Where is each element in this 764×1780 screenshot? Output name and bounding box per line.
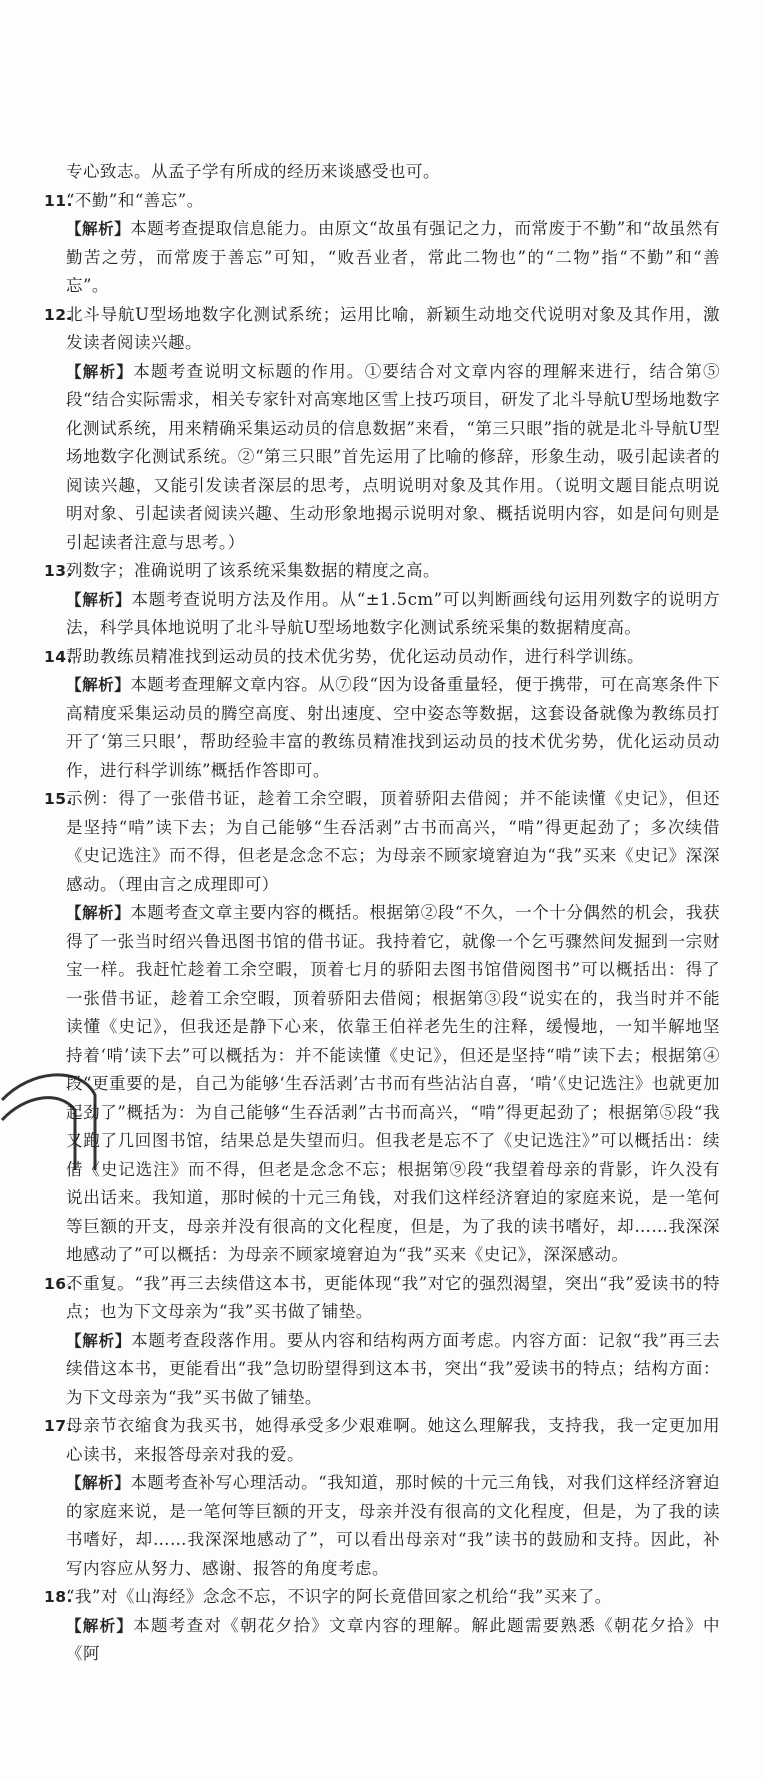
answer-text	[44, 785, 720, 899]
question-number: 18.	[44, 1588, 73, 1606]
answer-item	[44, 1583, 720, 1669]
answer-body: 示例：得了一张借书证，趁着工余空暇，顶着骄阳去借阅；并不能读懂《史记》，但还是坚持“啃”读下去；为自己能够“生吞活剥”古书而高兴，“啃”得更起劲了；多次续借《史记选注》而不得，但老是念念不忘；为母亲不顾家境窘迫为“我”买来《史记》深深感动。（理由言之成理即可）	[66, 789, 720, 894]
answer-item	[44, 785, 720, 1270]
analysis-text	[44, 586, 720, 643]
analysis-text	[44, 1327, 720, 1413]
answer-item	[44, 643, 720, 786]
answer-item	[44, 557, 720, 643]
answer-body: 列数字；准确说明了该系统采集数据的精度之高。	[66, 561, 440, 580]
question-number: 11.	[44, 191, 73, 210]
answer-item	[44, 1270, 720, 1413]
question-number: 14.	[44, 647, 73, 666]
answer-body: 北斗导航U型场地数字化测试系统；运用比喻，新颖生动地交代说明对象及其作用，激发读者阅读兴趣。	[66, 304, 720, 352]
question-number: 13.	[44, 562, 73, 580]
analysis-body: 本题考查理解文章内容。从⑦段“因为设备重量轻，便于携带，可在高寒条件下高精度采集运动员的腾空高度、射出速度、空中姿态等数据，这套设备就像为教练员打开了‘第三只眼’，帮助经验丰富的教练员精准找到运动员的技术优劣势，优化运动员动作，进行科学训练”概括作答即可。	[66, 675, 720, 780]
analysis-body: 本题考查对《朝花夕拾》文章内容的理解。解此题需要熟悉《朝花夕拾》中《阿	[66, 1615, 720, 1663]
analysis-tag: 【解析】	[66, 220, 131, 238]
analysis-text	[44, 1612, 720, 1669]
answer-text	[44, 1583, 720, 1612]
answer-item	[44, 187, 720, 301]
analysis-body: 本题考查段落作用。要从内容和结构两方面考虑。内容方面：记叙“我”再三去续借这本书，更能看出“我”急切盼望得到这本书，突出“我”爱读书的特点；结构方面：为下文母亲为“我”买书做了铺垫。	[66, 1330, 720, 1407]
answer-body: 母亲节衣缩食为我买书，她得承受多少艰难啊。她这么理解我，支持我，我一定更加用心读书，来报答母亲对我的爱。	[66, 1416, 720, 1464]
analysis-body: 本题考查补写心理活动。“我知道，那时候的十元三角钱，对我们这样经济窘迫的家庭来说，是一笔何等巨额的开支，母亲并没有很高的文化程度，但是，为了我的读书嗜好，却……我深深地感动了”，可以看出母亲对“我”读书的鼓励和支持。因此，补写内容应从努力、感谢、报答的角度考虑。	[66, 1473, 720, 1578]
analysis-text	[44, 215, 720, 301]
analysis-body: 本题考查说明文标题的作用。①要结合对文章内容的理解来进行，结合第⑤段“结合实际需求，相关专家针对高寒地区雪上技巧项目，研发了北斗导航U型场地数字化测试系统，用来精确采集运动员的信息数据”来看，“第三只眼”指的就是北斗导航U型场地数字化测试系统。②“第三只眼”首先运用了比喻的修辞，形象生动，吸引起读者的阅读兴趣，又能引发读者深层的思考，点明说明对象及其作用。（说明文题目能点明说明对象、引起读者阅读兴趣、生动形象地揭示说明对象、概括说明内容，如是问句则是引起读者注意与思考。）	[66, 361, 720, 552]
answer-text	[44, 557, 720, 586]
analysis-tag: 【解析】	[66, 362, 134, 381]
question-number: 17.	[44, 1417, 73, 1435]
analysis-body: 本题考查文章主要内容的概括。根据第②段“不久，一个十分偶然的机会，我获得了一张当时绍兴鲁迅图书馆的借书证。我持着它，就像一个乞丐骤然间发掘到一宗财宝一样。我赶忙趁着工余空暇，顶着七月的骄阳去图书馆借阅图书”可以概括出：得了一张借书证，趁着工余空暇，顶着骄阳去借阅；根据第③段“说实在的，我当时并不能读懂《史记》，但我还是静下心来，依靠王伯祥老先生的注释，缓慢地，一知半解地坚持着‘啃’读下去”可以概括为：并不能读懂《史记》，但还是坚持“啃”读下去；根据第④段“更重要的是，自己为能够‘生吞活剥’古书而有些沾沾自喜，‘啃’《史记选注》也就更加起劲了”概括为：为自己能够“生吞活剥”古书而高兴，“啃”得更起劲了；根据第⑤段“我又跑了几回图书馆，结果总是失望而归。但我老是忘不了《史记选注》”可以概括出：续借《史记选注》而不得，但老是念念不忘；根据第⑨段“我望着母亲的背影，许久没有说出话来。我知道，那时候的十元三角钱，对我们这样经济窘迫的家庭来说，是一笔何等巨额的开支，母亲并没有很高的文化程度，但是，为了我的读书嗜好，却……我深深地感动了”可以概括：为母亲不顾家境窘迫为“我”买来《史记》，深深感动。	[66, 903, 720, 1264]
question-number: 16.	[44, 1274, 73, 1293]
answer-text	[44, 301, 720, 358]
question-number: 12.	[44, 305, 73, 324]
analysis-text	[44, 899, 720, 1270]
answer-text	[44, 1270, 720, 1327]
analysis-tag: 【解析】	[66, 1474, 131, 1492]
answer-item	[44, 1412, 720, 1583]
analysis-text	[44, 1469, 720, 1583]
analysis-text	[44, 358, 720, 558]
analysis-text	[44, 671, 720, 785]
answer-body: 不重复。“我”再三去续借这本书，更能体现“我”对它的强烈渴望，突出“我”爱读书的特点；也为下文母亲为“我”买书做了铺垫。	[66, 1273, 720, 1321]
analysis-tag: 【解析】	[66, 676, 131, 694]
analysis-tag: 【解析】	[66, 1616, 134, 1635]
analysis-tag: 【解析】	[66, 904, 131, 922]
answer-text	[44, 1412, 720, 1469]
analysis-tag: 【解析】	[66, 590, 132, 609]
analysis-body: 本题考查提取信息能力。由原文“故虽有强记之力，而常废于不勤”和“故虽然有勤苦之劳，而常废于善忘”可知，“败吾业者，常此二物也”的“二物”指“不勤”和“善忘”。	[66, 219, 720, 295]
answer-text	[44, 187, 720, 216]
question-number: 15.	[44, 790, 73, 808]
answer-body: “我”对《山海经》念念不忘，不识字的阿长竟借回家之机给“我”买来了。	[66, 1587, 612, 1606]
intro-line: 专心致志。从孟子学有所成的经历来谈感受也可。	[66, 162, 440, 181]
analysis-body: 本题考查说明方法及作用。从“±1.5cm”可以判断画线句运用列数字的说明方法，科学具体地说明了北斗导航U型场地数字化测试系统采集的数据精度高。	[66, 589, 720, 637]
answer-item	[44, 301, 720, 558]
answer-body: 帮助教练员精准找到运动员的技术优劣势，优化运动员动作，进行科学训练。	[66, 646, 644, 666]
answer-list	[44, 187, 720, 1669]
analysis-tag: 【解析】	[66, 1331, 132, 1350]
answer-content	[44, 158, 720, 1669]
answer-body: “不勤”和“善忘”。	[66, 190, 204, 210]
answer-text	[44, 643, 720, 672]
